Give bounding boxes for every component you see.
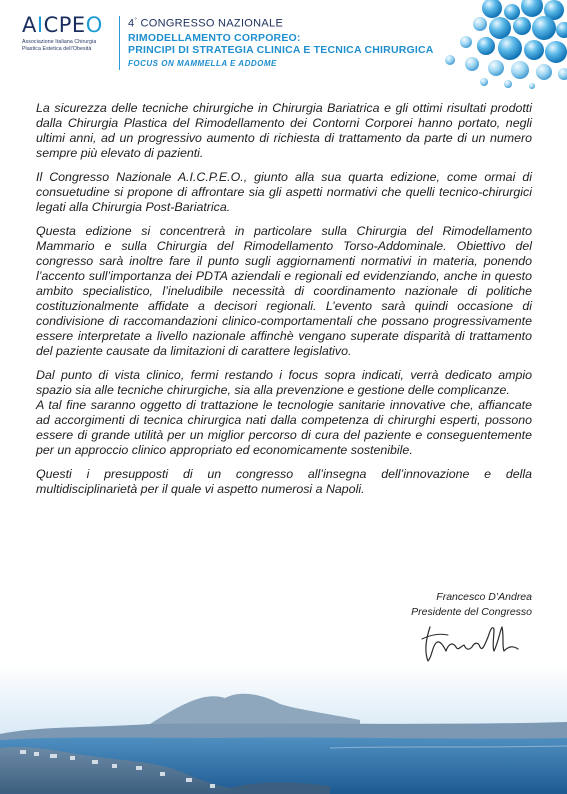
paragraph-3: Questa edizione si concentrerà in particolare sulla Chirurgia del Rimodellamento Mammario e sulla Chirurgia del Rimodellamento Torso-Addominale. Obiettivo del congresso sarà inoltre fare il punto sugli aggiornamenti normativi in materia, ponendo l’accento sull’importanza dei PDTA aziendali e regionali ed evidenziando, anche in questo ambito specialistico, l’ineludibile necessità di coordinamento nazionale di politiche costituzionalmente affidate a decisori regionali. L’evento sarà quindi occasione di condivisione di raccomandazioni clinico-comportamentali che possano progressivamente essere interpretate a livello nazionale affinchè vengano superate disparità di trattamento del paziente causate da limitazioni di carattere legislativo. — [36, 224, 532, 358]
congress-title-line1: RIMODELLAMENTO CORPOREO: — [128, 31, 301, 44]
aicpeo-logo — [22, 14, 122, 52]
paragraph-1: La sicurezza delle tecniche chirurgiche in Chirurgia Bariatrica e gli ottimi risultati prodotti dalla Chirurgia Plastica del Rimodellamento dei Contorni Corporei hanno portato, negli ultimi anni, ad un progressivo aumento di richiesta di trattamento da parte di un numero sempre più elevato di pazienti. — [36, 101, 532, 160]
congress-heading — [128, 15, 458, 68]
edition-number: 4 — [128, 17, 135, 30]
logo-subtitle-line1: Associazione Italiana Chirurgia — [22, 39, 97, 45]
logo-subtitle — [22, 39, 122, 52]
congress-title-line2: PRINCIPI DI STRATEGIA CLINICA E TECNICA CHIRURGICA — [128, 43, 434, 56]
header-divider — [119, 16, 120, 70]
header — [0, 0, 567, 90]
edition-text: CONGRESSO NAZIONALE — [140, 17, 284, 30]
congress-focus: FOCUS ON MAMMELLA E ADDOME — [128, 58, 277, 68]
logo-tail: O — [85, 13, 103, 37]
paragraph-2: Il Congresso Nazionale A.I.C.P.E.O., giunto alla sua quarta edizione, come ormai di consuetudine si propone di affrontare sia gli aspetti normativi che quelli tecnico-chirurgici legati alla Chirurgia Post-Bariatrica. — [36, 170, 532, 214]
edition-ordinal: ° — [134, 18, 138, 24]
signatory-role: Presidente del Congresso — [411, 606, 532, 618]
signatory-name: Francesco D’Andrea — [436, 591, 532, 603]
paragraph-5: A tal fine saranno oggetto di trattazione le tecnologie sanitarie innovative che, affiancate ad accorgimenti di tecnica chirurgica nati dalla competenza di chirurghi esperti, possono essere di grande utilità per un miglior percorso di cura del paziente e conseguentemente per un approccio clinico appropriato ed economicamente sostenibile. — [36, 398, 532, 457]
signature-block — [411, 590, 532, 620]
edition-label — [128, 15, 458, 31]
paragraph-4: Dal punto di vista clinico, fermi restando i focus sopra indicati, verrà dedicato ampio spazio sia alle tecniche chirurgiche, sia alla prevenzione e gestione delle complicanze. — [36, 368, 532, 397]
letter-body — [36, 101, 532, 506]
naples-bay-landscape — [0, 664, 567, 794]
molecule-bubbles-graphic — [420, 0, 567, 90]
paragraph-6: Questi i presupposti di un congresso all’insegna dell’innovazione e della multidisciplinarietà per il quale vi aspetto numerosi a Napoli. — [36, 467, 532, 496]
logo-wordmark — [22, 14, 122, 36]
logo-prefix: A — [22, 13, 37, 37]
logo-suffix: CPE — [43, 13, 86, 37]
logo-subtitle-line2: Plastica Estetica dell'Obesità — [22, 45, 92, 52]
handwritten-signature — [418, 617, 528, 665]
logo-mark: I — [36, 13, 44, 37]
